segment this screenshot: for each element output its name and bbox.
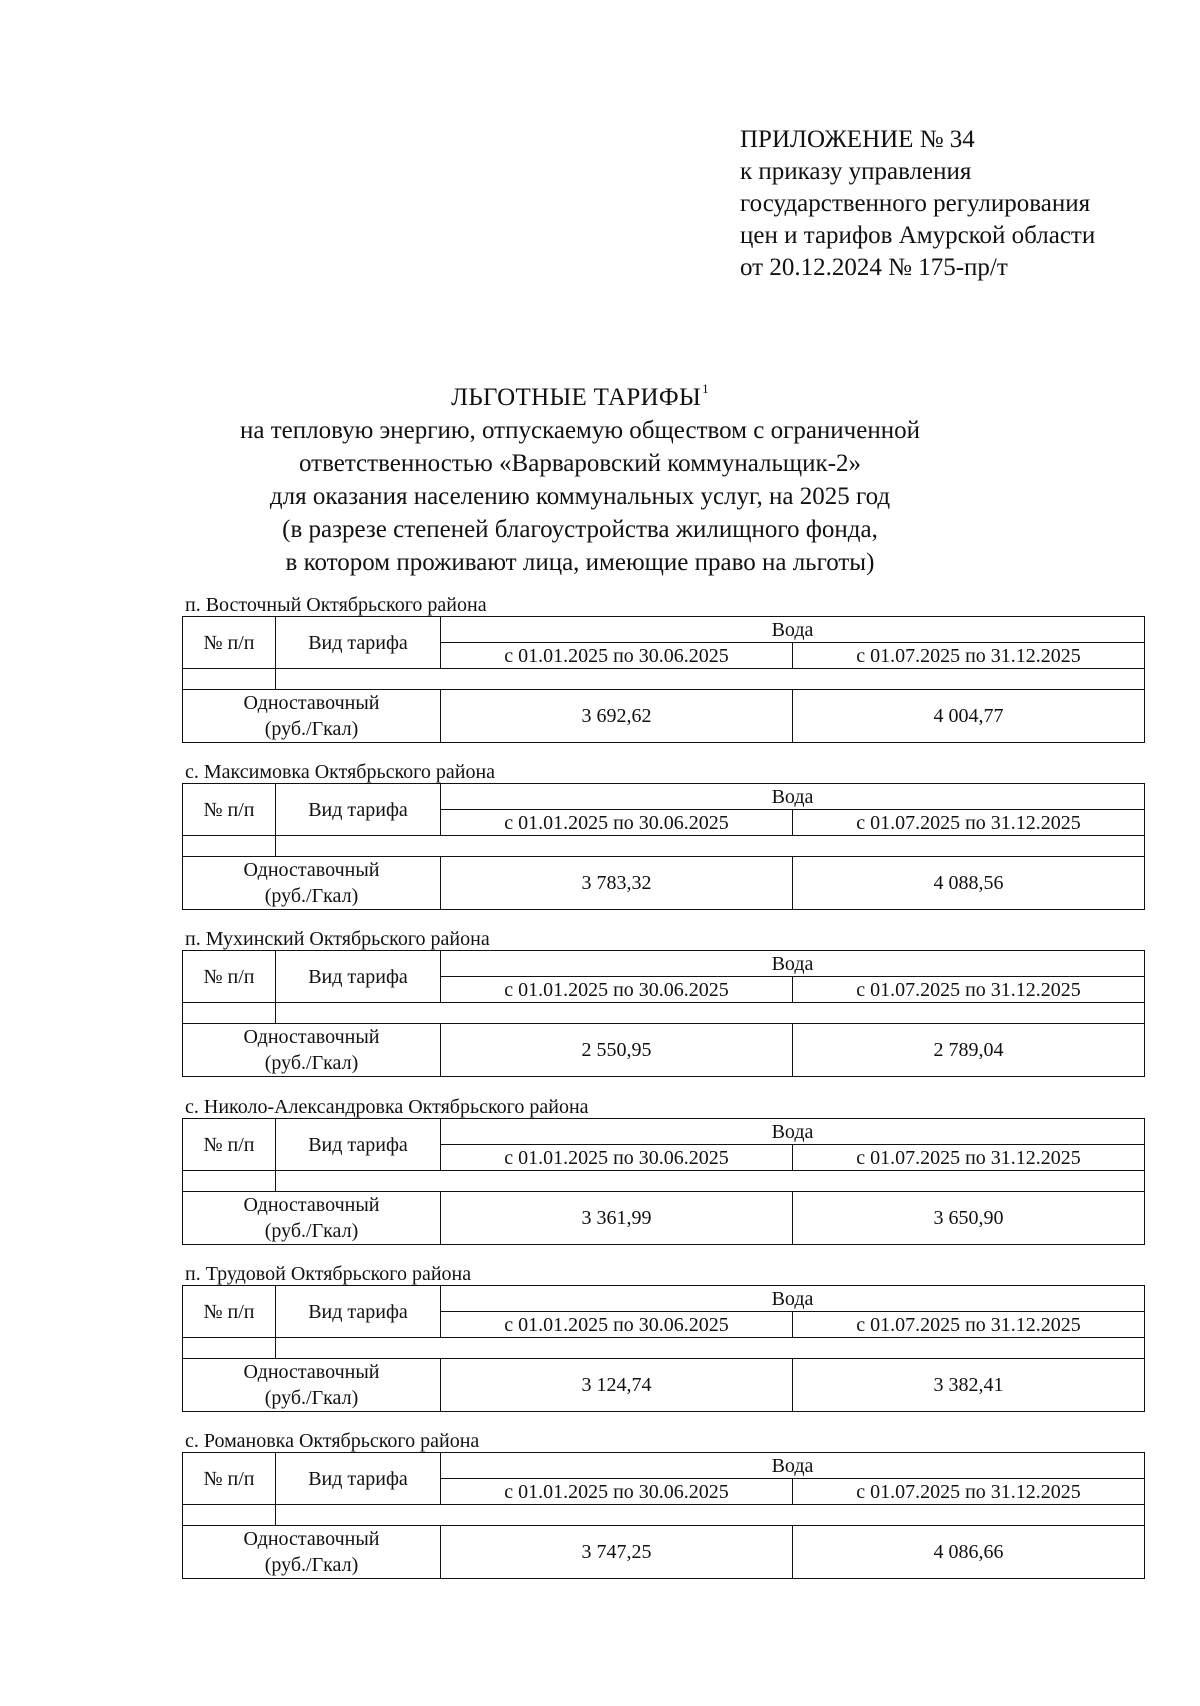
header-tariff-type: Вид тарифа: [276, 617, 441, 669]
tariff-table: [182, 1118, 1145, 1245]
document-title: [170, 372, 990, 414]
tariff-table: [182, 1452, 1145, 1579]
header-tariff-type: Вид тарифа: [276, 784, 441, 836]
document-heading: [170, 372, 990, 579]
empty-cell: [276, 1505, 1145, 1526]
appendix-number: ПРИЛОЖЕНИЕ № 34: [740, 126, 975, 153]
tariff-unit: (руб./Гкал): [264, 1387, 359, 1409]
header-num: № п/п: [183, 1453, 276, 1505]
tariff-unit: (руб./Гкал): [264, 1052, 359, 1074]
value-period-1: 3 124,74: [441, 1359, 793, 1412]
tariff-section: [182, 1430, 1144, 1579]
tariff-table: [182, 783, 1145, 910]
tariff-table: [182, 1285, 1145, 1412]
header-tariff-type: Вид тарифа: [276, 1119, 441, 1171]
tariff-section: [182, 761, 1144, 910]
table-header-row: [183, 1286, 1145, 1312]
empty-cell: [183, 669, 276, 690]
tariff-kind-cell: [183, 1526, 441, 1579]
heading-line: (в разрезе степеней благоустройства жилищного фонда,: [282, 516, 878, 543]
table-row: [183, 1192, 1145, 1245]
footnote-mark: 1: [702, 381, 709, 396]
value-period-1: 2 550,95: [441, 1024, 793, 1077]
location-name: п. Мухинский Октябрьского района: [185, 928, 490, 950]
tariff-table: [182, 616, 1145, 743]
header-period-2: с 01.07.2025 по 31.12.2025: [793, 643, 1145, 669]
tariff-section: [182, 594, 1144, 743]
header-period-1: с 01.01.2025 по 30.06.2025: [441, 1312, 793, 1338]
tariff-section: [182, 1263, 1144, 1412]
table-empty-row: [183, 1003, 1145, 1024]
table-header-row: [183, 617, 1145, 643]
table-row: [183, 690, 1145, 743]
tariff-kind-cell: [183, 690, 441, 743]
appendix-block: [740, 124, 1095, 284]
tariff-kind-cell: [183, 1359, 441, 1412]
empty-cell: [183, 1171, 276, 1192]
appendix-line: цен и тарифов Амурской области: [740, 222, 1096, 249]
appendix-line: государственного регулирования: [740, 190, 1091, 217]
table-row: [183, 1526, 1145, 1579]
empty-cell: [183, 1338, 276, 1359]
title-text: ЛЬГОТНЫЕ ТАРИФЫ: [451, 384, 702, 411]
header-period-1: с 01.01.2025 по 30.06.2025: [441, 1145, 793, 1171]
location-name: с. Максимовка Октябрьского района: [185, 761, 496, 783]
header-water: Вода: [441, 617, 1145, 643]
heading-line: ответственностью «Варваровский коммунальщик-2»: [298, 450, 862, 477]
value-period-1: 3 783,32: [441, 857, 793, 910]
location-name: п. Восточный Октябрьского района: [185, 594, 487, 616]
empty-cell: [183, 1003, 276, 1024]
tariff-kind: Одноставочный: [243, 859, 380, 881]
heading-line: для оказания населению коммунальных услуг, на 2025 год: [269, 483, 891, 510]
empty-cell: [183, 1505, 276, 1526]
tariff-kind: Одноставочный: [243, 692, 380, 714]
table-empty-row: [183, 669, 1145, 690]
value-period-2: 4 004,77: [793, 690, 1145, 743]
location-name: с. Николо-Александровка Октябрьского района: [185, 1096, 589, 1118]
appendix-order-date: от 20.12.2024 № 175-пр/т: [740, 254, 1008, 281]
header-num: № п/п: [183, 784, 276, 836]
heading-line: в котором проживают лица, имеющие право на льготы): [285, 549, 875, 576]
value-period-1: 3 747,25: [441, 1526, 793, 1579]
header-period-2: с 01.07.2025 по 31.12.2025: [793, 1312, 1145, 1338]
value-period-1: 3 361,99: [441, 1192, 793, 1245]
tariff-kind: Одноставочный: [243, 1528, 380, 1550]
header-tariff-type: Вид тарифа: [276, 951, 441, 1003]
tariff-unit: (руб./Гкал): [264, 1220, 359, 1242]
header-water: Вода: [441, 784, 1145, 810]
header-period-2: с 01.07.2025 по 31.12.2025: [793, 1145, 1145, 1171]
tariff-kind-cell: [183, 1024, 441, 1077]
table-empty-row: [183, 836, 1145, 857]
empty-cell: [276, 1003, 1145, 1024]
header-num: № п/п: [183, 617, 276, 669]
header-water: Вода: [441, 1453, 1145, 1479]
tariff-kind-cell: [183, 1192, 441, 1245]
empty-cell: [183, 836, 276, 857]
empty-cell: [276, 1338, 1145, 1359]
header-num: № п/п: [183, 951, 276, 1003]
tariff-section: [182, 1096, 1144, 1245]
tariff-unit: (руб./Гкал): [264, 718, 359, 740]
table-header-row: [183, 1119, 1145, 1145]
tariff-section: [182, 928, 1144, 1077]
header-period-1: с 01.01.2025 по 30.06.2025: [441, 977, 793, 1003]
table-row: [183, 1024, 1145, 1077]
empty-cell: [276, 669, 1145, 690]
value-period-2: 2 789,04: [793, 1024, 1145, 1077]
header-period-1: с 01.01.2025 по 30.06.2025: [441, 643, 793, 669]
tariff-kind: Одноставочный: [243, 1026, 380, 1048]
table-row: [183, 1359, 1145, 1412]
table-empty-row: [183, 1338, 1145, 1359]
table-header-row: [183, 1453, 1145, 1479]
header-period-2: с 01.07.2025 по 31.12.2025: [793, 810, 1145, 836]
location-name: п. Трудовой Октябрьского района: [185, 1263, 472, 1285]
header-tariff-type: Вид тарифа: [276, 1286, 441, 1338]
table-row: [183, 857, 1145, 910]
header-num: № п/п: [183, 1286, 276, 1338]
header-num: № п/п: [183, 1119, 276, 1171]
table-header-row: [183, 784, 1145, 810]
appendix-line: к приказу управления: [740, 158, 972, 185]
heading-line: на тепловую энергию, отпускаемую обществом с ограниченной: [240, 417, 920, 444]
table-empty-row: [183, 1171, 1145, 1192]
value-period-2: 4 086,66: [793, 1526, 1145, 1579]
value-period-2: 3 382,41: [793, 1359, 1145, 1412]
tariff-kind: Одноставочный: [243, 1361, 380, 1383]
header-period-1: с 01.01.2025 по 30.06.2025: [441, 1479, 793, 1505]
location-name: с. Романовка Октябрьского района: [185, 1430, 480, 1452]
table-empty-row: [183, 1505, 1145, 1526]
empty-cell: [276, 836, 1145, 857]
header-period-1: с 01.01.2025 по 30.06.2025: [441, 810, 793, 836]
header-period-2: с 01.07.2025 по 31.12.2025: [793, 1479, 1145, 1505]
header-period-2: с 01.07.2025 по 31.12.2025: [793, 977, 1145, 1003]
header-water: Вода: [441, 1286, 1145, 1312]
tariff-unit: (руб./Гкал): [264, 885, 359, 907]
tariff-kind: Одноставочный: [243, 1194, 380, 1216]
header-tariff-type: Вид тарифа: [276, 1453, 441, 1505]
value-period-2: 4 088,56: [793, 857, 1145, 910]
value-period-2: 3 650,90: [793, 1192, 1145, 1245]
tariff-table: [182, 950, 1145, 1077]
header-water: Вода: [441, 1119, 1145, 1145]
value-period-1: 3 692,62: [441, 690, 793, 743]
empty-cell: [276, 1171, 1145, 1192]
tariff-kind-cell: [183, 857, 441, 910]
tariff-unit: (руб./Гкал): [264, 1554, 359, 1576]
table-header-row: [183, 951, 1145, 977]
header-water: Вода: [441, 951, 1145, 977]
